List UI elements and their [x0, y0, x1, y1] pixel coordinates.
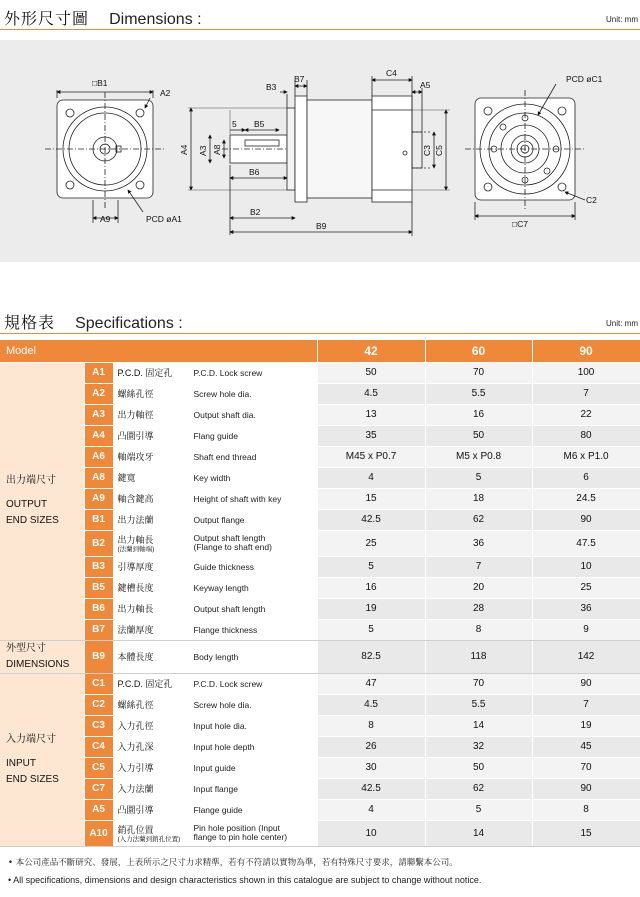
footnote-zh: • 本公司產品不斷研究、發展，上表所示之尺寸力求精準，若有不符請以實物為準，若有特殊尺寸要求，請聯繫本公司。: [8, 858, 458, 868]
value-cell-42: 4: [317, 467, 425, 488]
group-input-zh: 入力端尺寸: [6, 733, 56, 745]
value-cell-90: 22: [532, 404, 640, 425]
label-c7: □C7: [512, 219, 528, 229]
dimension-drawing: [0, 40, 640, 262]
param-code: A4: [84, 425, 113, 446]
value-cell-42: 16: [317, 577, 425, 598]
table-row: [0, 404, 640, 425]
param-name-en: [189, 736, 317, 757]
group-spacer: [6, 489, 84, 497]
param-name-zh-text: 出力軸長: [117, 534, 154, 545]
dimensions-title-zh: 外形尺寸圖: [4, 9, 90, 28]
param-name-zh: [113, 404, 189, 425]
param-name-en-text: Screw hole dia.: [193, 699, 252, 710]
label-b6: B6: [249, 167, 260, 177]
group-label-input: [0, 673, 84, 846]
value-cell-60: 28: [425, 598, 532, 619]
value-cell-90: 142: [532, 640, 640, 673]
param-name-zh-text: 入力法蘭: [117, 784, 154, 794]
param-name-en: [189, 673, 317, 694]
param-name-en-text: Flange thickness: [193, 624, 258, 635]
param-name-zh-text: 鍵寬: [117, 473, 136, 483]
drawing-svg: [0, 40, 640, 262]
group-label-output: [0, 362, 84, 640]
param-name-en-text-2: (Flange to shaft end): [193, 542, 272, 552]
param-name-zh-text: 凸圜引導: [117, 431, 154, 441]
param-name-zh-text: 出力軸長: [117, 604, 154, 614]
value-cell-90: 6: [532, 467, 640, 488]
value-cell-90: 80: [532, 425, 640, 446]
param-name-en-text: Screw hole dia.: [193, 388, 252, 399]
param-name-zh: [113, 509, 189, 530]
param-code: B9: [84, 640, 113, 673]
value-cell-90: 90: [532, 509, 640, 530]
group-input-en2: END SIZES: [6, 773, 59, 785]
value-cell-60: 70: [425, 673, 532, 694]
param-name-zh: [113, 556, 189, 577]
label-b1: □B1: [92, 78, 108, 88]
value-cell-60: 7: [425, 556, 532, 577]
param-name-en: [189, 404, 317, 425]
param-code: C2: [84, 694, 113, 715]
param-name-en: [189, 467, 317, 488]
size-90-header: 90: [532, 340, 640, 362]
param-name-en-text: Pin hole position (Input: [193, 823, 280, 833]
group-dims-zh: 外型尺寸: [6, 642, 46, 654]
param-name-en: [189, 757, 317, 778]
param-name-en-text: Input guide: [193, 762, 236, 773]
param-name-zh-text: 鍵槽長度: [117, 583, 154, 593]
param-code: A8: [84, 467, 113, 488]
param-name-en-text-2: flange to pin hole center): [193, 832, 288, 842]
group-dims-en1: DIMENSIONS: [6, 658, 70, 670]
value-cell-60: 62: [425, 509, 532, 530]
dimensions-title-en: Dimensions :: [105, 11, 201, 28]
param-code: A5: [84, 799, 113, 820]
table-row: [0, 640, 640, 673]
param-code: B1: [84, 509, 113, 530]
param-name-zh: [113, 488, 189, 509]
specifications-title: [4, 310, 183, 333]
param-code: B7: [84, 619, 113, 640]
value-cell-42: 15: [317, 488, 425, 509]
param-name-en: [189, 820, 317, 846]
label-a5: A5: [420, 80, 431, 90]
param-name-en-text: Input hole dia.: [193, 720, 247, 731]
specifications-title-en: Specifications :: [71, 315, 183, 332]
label-a3: A3: [198, 145, 208, 156]
value-cell-42: 4: [317, 799, 425, 820]
param-name-en: [189, 556, 317, 577]
label-a4: A4: [179, 144, 189, 155]
param-name-zh-text: P.C.D. 固定孔: [117, 679, 173, 689]
value-cell-42: 26: [317, 736, 425, 757]
param-code: A9: [84, 488, 113, 509]
param-code: C1: [84, 673, 113, 694]
param-name-en: [189, 778, 317, 799]
table-row: [0, 694, 640, 715]
group-output-zh: 出力端尺寸: [6, 475, 56, 486]
value-cell-60: 5.5: [425, 383, 532, 404]
table-row: [0, 736, 640, 757]
param-name-zh: [113, 694, 189, 715]
param-name-zh: [113, 619, 189, 640]
param-name-zh: [113, 799, 189, 820]
param-code: A1: [84, 362, 113, 383]
label-c5: C5: [434, 145, 444, 156]
table-row: [0, 425, 640, 446]
value-cell-60: 16: [425, 404, 532, 425]
param-name-en-text: Output shaft dia.: [193, 409, 256, 420]
param-name-zh: [113, 577, 189, 598]
param-name-zh: [113, 467, 189, 488]
param-name-zh-text: 銷孔位置: [117, 824, 154, 835]
specifications-unit: Unit: mm: [606, 319, 638, 328]
table-header-row: [0, 340, 640, 362]
label-c4: C4: [386, 68, 397, 78]
value-cell-90: 25: [532, 577, 640, 598]
group-input-en1: INPUT: [6, 757, 36, 769]
value-cell-90: 19: [532, 715, 640, 736]
value-cell-90: 7: [532, 383, 640, 404]
value-cell-42: M45 x P0.7: [317, 446, 425, 467]
param-name-en: [189, 715, 317, 736]
value-cell-60: 14: [425, 715, 532, 736]
param-name-zh: [113, 598, 189, 619]
value-cell-90: 90: [532, 778, 640, 799]
param-name-zh-text: 出力軸徑: [117, 410, 154, 420]
value-cell-42: 82.5: [317, 640, 425, 673]
table-row: [0, 673, 640, 694]
value-cell-42: 4.5: [317, 694, 425, 715]
table-row: [0, 509, 640, 530]
value-cell-42: 13: [317, 404, 425, 425]
value-cell-60: 14: [425, 820, 532, 846]
value-cell-60: 70: [425, 362, 532, 383]
param-name-zh-text: 本體長度: [117, 652, 154, 662]
side-view: [188, 76, 450, 236]
value-cell-90: 100: [532, 362, 640, 383]
value-cell-60: 5.5: [425, 694, 532, 715]
param-name-zh: [113, 736, 189, 757]
label-b5: B5: [254, 119, 265, 129]
label-c2: C2: [586, 195, 597, 205]
value-cell-42: 25: [317, 530, 425, 556]
param-code: B5: [84, 577, 113, 598]
header-rule: [0, 29, 640, 30]
label-a9: A9: [100, 214, 111, 224]
value-cell-90: 70: [532, 757, 640, 778]
param-name-zh-text: 入力引導: [117, 763, 154, 773]
table-row: [0, 799, 640, 820]
label-5: 5: [232, 119, 237, 129]
param-name-zh: [113, 362, 189, 383]
spec-table: [0, 340, 640, 847]
value-cell-90: 45: [532, 736, 640, 757]
param-name-en: [189, 619, 317, 640]
param-name-zh: [113, 530, 189, 556]
param-name-zh-text: 螺絲孔徑: [117, 389, 154, 399]
param-name-en: [189, 530, 317, 556]
value-cell-90: 8: [532, 799, 640, 820]
param-name-zh: [113, 640, 189, 673]
table-row: [0, 467, 640, 488]
param-name-en-text: Flange guide: [193, 804, 243, 815]
param-code: B3: [84, 556, 113, 577]
table-row: [0, 530, 640, 556]
group-output-en2: END SIZES: [6, 515, 59, 526]
param-name-zh-text: 入力孔徑: [117, 721, 154, 731]
param-code: A3: [84, 404, 113, 425]
param-code: B2: [84, 530, 113, 556]
param-code: C5: [84, 757, 113, 778]
model-label: Model: [0, 340, 317, 362]
param-name-en-text: Output shaft length: [193, 603, 266, 614]
param-name-zh: [113, 425, 189, 446]
param-name-en: [189, 446, 317, 467]
value-cell-60: 32: [425, 736, 532, 757]
param-code: A10: [84, 820, 113, 846]
param-name-en-text: Shaft end thread: [193, 451, 257, 462]
table-row: [0, 757, 640, 778]
param-code: A6: [84, 446, 113, 467]
label-c3: C3: [422, 145, 432, 156]
group-label-dims: [0, 640, 84, 673]
param-name-en-text: P.C.D. Lock screw: [193, 367, 263, 378]
dimensions-unit: Unit: mm: [606, 15, 638, 24]
header-rule: [0, 333, 640, 334]
value-cell-42: 5: [317, 556, 425, 577]
value-cell-90: M6 x P1.0: [532, 446, 640, 467]
param-name-zh-text: 入力孔深: [117, 742, 154, 752]
param-name-en-text: Input hole depth: [193, 741, 255, 752]
table-row: [0, 715, 640, 736]
label-b3: B3: [266, 82, 277, 92]
table-row: [0, 820, 640, 846]
param-name-en: [189, 598, 317, 619]
param-name-zh-text: 引導厚度: [117, 562, 154, 572]
value-cell-42: 4.5: [317, 383, 425, 404]
value-cell-90: 24.5: [532, 488, 640, 509]
param-name-zh: [113, 673, 189, 694]
param-name-zh-note: (法蘭到軸端): [117, 545, 155, 553]
param-code: C3: [84, 715, 113, 736]
group-output-en1: OUTPUT: [6, 499, 48, 510]
param-name-en-text: Output flange: [193, 514, 245, 525]
dimensions-title: [4, 6, 202, 29]
param-name-en: [189, 488, 317, 509]
param-name-en-text: Guide thickness: [193, 561, 254, 572]
size-42-header: 42: [317, 340, 425, 362]
group-spacer: [6, 748, 84, 756]
label-b7: B7: [294, 74, 305, 84]
value-cell-60: 62: [425, 778, 532, 799]
value-cell-60: 118: [425, 640, 532, 673]
param-name-zh-text: 螺絲孔徑: [117, 700, 154, 710]
param-name-en-text: Keyway length: [193, 582, 249, 593]
param-name-zh-text: 軸端攻牙: [117, 452, 154, 462]
param-name-en: [189, 640, 317, 673]
param-code: C7: [84, 778, 113, 799]
footnote-en: • All specifications, dimensions and design characteristics shown in this catalogue are subject to change without notice.: [8, 875, 482, 885]
param-name-en-text: Flang guide: [193, 430, 238, 441]
table-row: [0, 362, 640, 383]
param-name-zh: [113, 820, 189, 846]
value-cell-60: M5 x P0.8: [425, 446, 532, 467]
value-cell-42: 10: [317, 820, 425, 846]
param-name-zh: [113, 446, 189, 467]
value-cell-90: 9: [532, 619, 640, 640]
table-row: [0, 778, 640, 799]
value-cell-42: 35: [317, 425, 425, 446]
param-name-en: [189, 509, 317, 530]
param-name-zh: [113, 715, 189, 736]
footnotes: [8, 855, 481, 889]
param-name-en: [189, 425, 317, 446]
value-cell-60: 5: [425, 467, 532, 488]
dimensions-header: [0, 2, 640, 30]
value-cell-60: 50: [425, 757, 532, 778]
param-name-zh-text: 法蘭厚度: [117, 625, 154, 635]
table-row: [0, 488, 640, 509]
value-cell-90: 15: [532, 820, 640, 846]
table-row: [0, 556, 640, 577]
specifications-header: [0, 306, 640, 334]
label-a2: A2: [160, 88, 171, 98]
value-cell-42: 8: [317, 715, 425, 736]
label-pcd-a1: PCD øA1: [146, 214, 182, 224]
rear-view-input: [465, 84, 585, 220]
table-row: [0, 446, 640, 467]
specifications-title-zh: 規格表: [4, 313, 56, 332]
value-cell-60: 18: [425, 488, 532, 509]
param-code: B6: [84, 598, 113, 619]
value-cell-42: 5: [317, 619, 425, 640]
param-name-zh: [113, 383, 189, 404]
label-b9: B9: [316, 221, 327, 231]
value-cell-42: 42.5: [317, 778, 425, 799]
front-view-output: [45, 90, 165, 223]
param-name-zh-text: 出力法蘭: [117, 515, 154, 525]
param-name-zh: [113, 757, 189, 778]
param-name-en-text: Output shaft length: [193, 533, 266, 543]
value-cell-90: 90: [532, 673, 640, 694]
value-cell-42: 30: [317, 757, 425, 778]
table-row: [0, 383, 640, 404]
value-cell-60: 20: [425, 577, 532, 598]
table-row: [0, 598, 640, 619]
param-name-en: [189, 577, 317, 598]
value-cell-90: 10: [532, 556, 640, 577]
param-name-zh-text: 凸圜引導: [117, 805, 154, 815]
param-code: A2: [84, 383, 113, 404]
param-code: C4: [84, 736, 113, 757]
param-name-en: [189, 383, 317, 404]
param-name-zh-text: P.C.D. 固定孔: [117, 368, 173, 378]
value-cell-60: 5: [425, 799, 532, 820]
table-row: [0, 619, 640, 640]
value-cell-42: 19: [317, 598, 425, 619]
label-b2: B2: [250, 207, 261, 217]
value-cell-42: 42.5: [317, 509, 425, 530]
param-name-zh-text: 軸含鍵高: [117, 494, 154, 504]
value-cell-60: 8: [425, 619, 532, 640]
label-a8: A8: [212, 144, 222, 155]
param-name-en-text: Body length: [193, 651, 239, 662]
param-name-zh-note: (入力法蘭到銷孔位置): [117, 835, 181, 843]
param-name-zh: [113, 778, 189, 799]
param-name-en: [189, 362, 317, 383]
size-60-header: 60: [425, 340, 532, 362]
label-pcd-c1: PCD øC1: [566, 74, 603, 84]
value-cell-42: 50: [317, 362, 425, 383]
param-name-en-text: Input flange: [193, 783, 238, 794]
param-name-en-text: P.C.D. Lock screw: [193, 678, 263, 689]
value-cell-90: 36: [532, 598, 640, 619]
param-name-en-text: Key width: [193, 472, 231, 483]
param-name-en: [189, 799, 317, 820]
value-cell-60: 36: [425, 530, 532, 556]
table-row: [0, 577, 640, 598]
value-cell-90: 7: [532, 694, 640, 715]
value-cell-42: 47: [317, 673, 425, 694]
value-cell-90: 47.5: [532, 530, 640, 556]
param-name-en-text: Height of shaft with key: [193, 493, 282, 504]
value-cell-60: 50: [425, 425, 532, 446]
param-name-en: [189, 694, 317, 715]
